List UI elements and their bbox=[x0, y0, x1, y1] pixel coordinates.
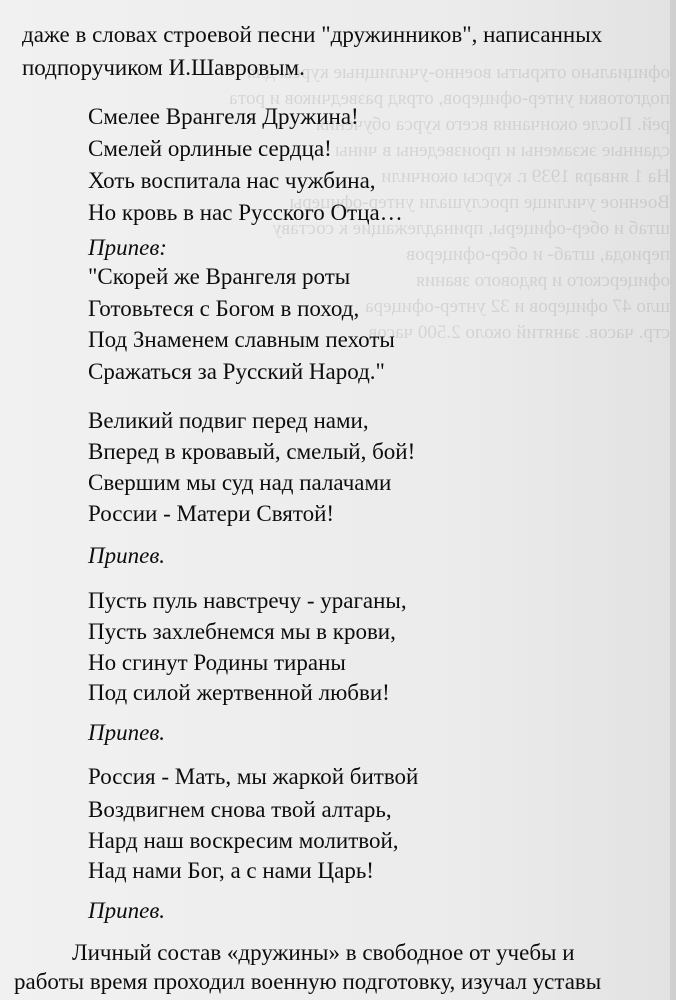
stanza-4-line-1: Россия - Мать, мы жаркой битвой bbox=[88, 764, 419, 789]
stanza-4-line-3: Нард наш воскресим молитвой, bbox=[88, 828, 399, 853]
refrain-line-3: Под Знаменем славным пехоты bbox=[88, 327, 395, 352]
stanza-1-line-1: Смелее Врангеля Дружина! bbox=[88, 104, 359, 129]
stanza-4-line-4: Над нами Бог, а с нами Царь! bbox=[88, 858, 374, 883]
refrain-line-2: Готовьтеся с Богом в поход, bbox=[88, 296, 360, 321]
stanza-3-line-3: Но сгинут Родины тираны bbox=[88, 650, 346, 675]
refrain-short-label-3: Припев. bbox=[88, 898, 166, 923]
stanza-3-line-4: Под силой жертвенной любви! bbox=[88, 680, 390, 705]
refrain-short-label-1: Припев. bbox=[88, 543, 166, 568]
refrain-short-label-2: Припев. bbox=[88, 720, 166, 745]
stanza-2-line-3: Свершим мы суд над палачами bbox=[88, 470, 392, 495]
refrain-label: Припев: bbox=[88, 235, 167, 260]
stanza-3-line-1: Пусть пуль навстречу - ураганы, bbox=[88, 588, 407, 613]
stanza-1-line-3: Хоть воспитала нас чужбина, bbox=[88, 168, 376, 193]
stanza-2-line-4: России - Матери Святой! bbox=[88, 501, 335, 526]
opening-line-2: подпоручиком И.Шавровым. bbox=[22, 55, 305, 80]
closing-line-2: работы время проходил военную подготовку, изучал уставы bbox=[14, 969, 602, 994]
stanza-4-line-2: Воздвигнем снова твой алтарь, bbox=[88, 797, 392, 822]
stanza-1-line-2: Смелей орлиные сердца! bbox=[88, 136, 332, 161]
opening-line-1: даже в словах строевой песни "дружинников", написанных bbox=[22, 22, 603, 47]
refrain-line-1: "Скорей же Врангеля роты bbox=[88, 264, 351, 289]
page-edge-shadow bbox=[670, 0, 676, 1000]
closing-line-1: Личный состав «дружины» в свободное от учебы и bbox=[72, 940, 575, 965]
stanza-3-line-2: Пусть захлебнемся мы в крови, bbox=[88, 619, 396, 644]
bleed-through-text: официально открыты военно-училищные курсы для подготовки унтер-офицеров, отряд разведчиков и рота рей. После окончания всего курса обучения сданные экзамены и произведены в чины На 1 января 1939 г. курсы окончили Военное училище прослушали унтер-офицеры штаб и обер-офицеры, принадлежащие к составу периода, штаб- и обер-офицеров офицерского и рядового звания шло 47 офицеров и 32 унтер-офицера стр. часов. занятий около 2.500 часов bbox=[229, 62, 670, 343]
stanza-2-line-1: Великий подвиг перед нами, bbox=[88, 408, 369, 433]
stanza-1-line-4: Но кровь в нас Русского Отца… bbox=[88, 200, 403, 225]
refrain-line-4: Сражаться за Русский Народ." bbox=[88, 359, 385, 384]
stanza-2-line-2: Вперед в кровавый, смелый, бой! bbox=[88, 439, 416, 464]
